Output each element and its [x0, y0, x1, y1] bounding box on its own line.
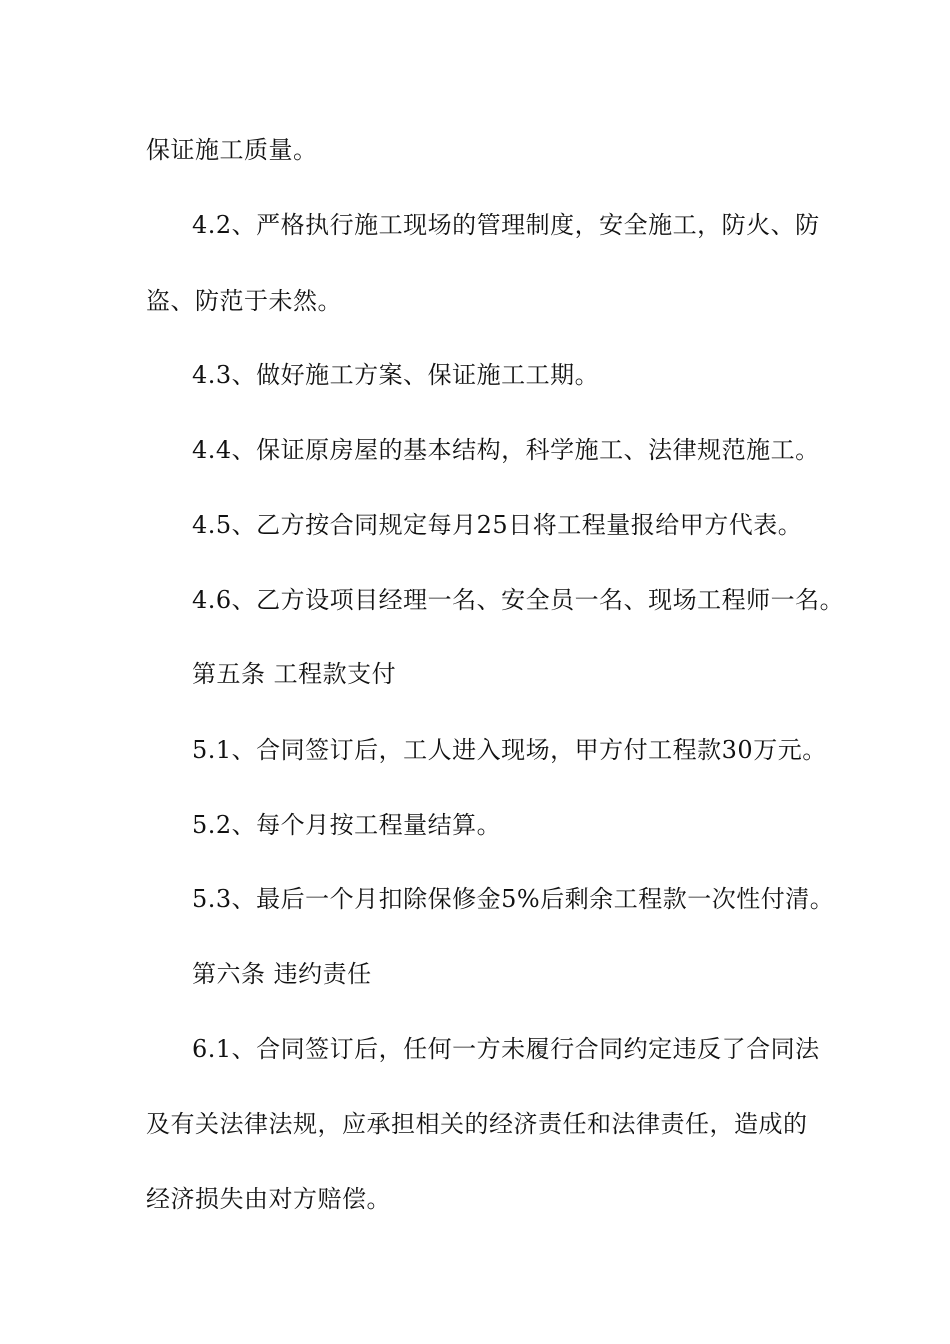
paragraph-line-1: 保证施工质量。 [146, 136, 318, 164]
paragraph-line-11: 5.3、最后一个月扣除保修金5%后剩余工程款一次性付清。 [192, 885, 835, 913]
paragraph-line-10: 5.2、每个月按工程量结算。 [192, 811, 502, 839]
paragraph-line-9: 5.1、合同签订后，工人进入现场，甲方付工程款30万元。 [192, 736, 827, 764]
section-heading-6: 第六条 违约责任 [192, 960, 372, 988]
paragraph-line-5: 4.4、保证原房屋的基本结构，科学施工、法律规范施工。 [192, 436, 820, 464]
paragraph-line-4: 4.3、做好施工方案、保证施工工期。 [192, 361, 600, 389]
paragraph-line-2: 4.2、严格执行施工现场的管理制度，安全施工，防火、防 [192, 211, 820, 239]
paragraph-line-7: 4.6、乙方设项目经理一名、安全员一名、现场工程师一名。 [192, 586, 845, 614]
section-heading-5: 第五条 工程款支付 [192, 660, 397, 688]
paragraph-line-3: 盗、防范于未然。 [146, 287, 342, 315]
paragraph-line-13: 6.1、合同签订后，任何一方未履行合同约定违反了合同法 [192, 1035, 820, 1063]
paragraph-line-6: 4.5、乙方按合同规定每月25日将工程量报给甲方代表。 [192, 511, 803, 539]
paragraph-line-14: 及有关法律法规，应承担相关的经济责任和法律责任，造成的 [146, 1110, 808, 1138]
paragraph-line-15: 经济损失由对方赔偿。 [146, 1185, 391, 1213]
